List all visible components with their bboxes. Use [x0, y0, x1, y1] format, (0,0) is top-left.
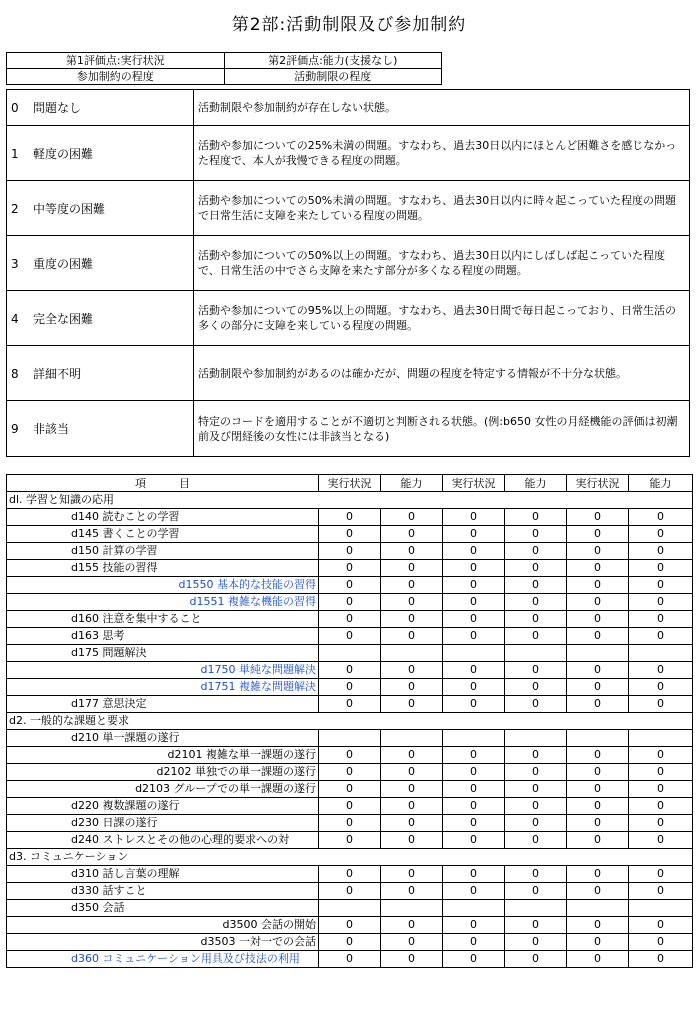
- scale-description: 活動や参加についての25%未満の問題。すなわち、過去30日以内にほとんど困難さを感じなかった程度で、本人が我慢できる程度の問題。: [194, 126, 690, 181]
- table-row: d2102 単独での単一課題の遂行 0 0 0 0 0 0: [7, 764, 693, 781]
- col-performance: 実行状況: [567, 475, 629, 492]
- table-row: d163 思考 0 0 0 0 0 0: [7, 628, 693, 645]
- col-capacity: 能力: [505, 475, 567, 492]
- scale-level: 8 詳細不明: [7, 346, 194, 401]
- table-row: d350 会話: [7, 900, 693, 917]
- table-row: d2101 複雑な単一課題の遂行 0 0 0 0 0 0: [7, 747, 693, 764]
- scale-description: 特定のコードを適用することが不適切と判断される状態。(例:b650 女性の月経機能の評価は初潮前及び閉経後の女性には非該当となる): [194, 401, 690, 457]
- table-row: d1551 複雑な機能の習得 0 0 0 0 0 0: [7, 594, 693, 611]
- scale-description: 活動や参加についての50%未満の問題。すなわち、過去30日以内に時々起こっていた程度の問題で日常生活に支障を来たしている程度の問題。: [194, 181, 690, 236]
- table-row: d1750 単純な問題解決 0 0 0 0 0 0: [7, 662, 693, 679]
- scale-table: [6, 89, 690, 457]
- col-performance: 実行状況: [319, 475, 381, 492]
- scale-description: 活動や参加についての95%以上の問題。すなわち、過去30日間で毎日起こっており、日常生活の多くの部分に支障を来している程度の問題。: [194, 291, 690, 346]
- scale-level: 4 完全な困難: [7, 291, 194, 346]
- table-row: d175 問題解決: [7, 645, 693, 662]
- scale-description: 活動制限や参加制約があるのは確かだが、問題の程度を特定する情報が不十分な状態。: [194, 346, 690, 401]
- category-row: dl. 学習と知識の応用: [7, 492, 693, 509]
- scale-level: 0 問題なし: [7, 90, 194, 126]
- table-row: d140 読むことの学習 0 0 0 0 0 0: [7, 509, 693, 526]
- table-row: d177 意思決定 0 0 0 0 0 0: [7, 696, 693, 713]
- table-row: d310 話し言葉の理解 0 0 0 0 0 0: [7, 866, 693, 883]
- table-row: d210 単一課題の遂行: [7, 730, 693, 747]
- table-row: d360 コミュニケーション用具及び技法の利用 0 0 0 0 0 0: [7, 951, 693, 968]
- degree1-label: 参加制約の程度: [7, 69, 225, 85]
- category-row: d3. コミュニケーション: [7, 849, 693, 866]
- evaluation-header: [6, 52, 442, 86]
- table-row: d150 計算の学習 0 0 0 0 0 0: [7, 543, 693, 560]
- scale-description: 活動や参加についての50%以上の問題。すなわち、過去30日以内にしばしば起こっていた程度で、日常生活の中でさら支障を来たす部分が多くなる程度の問題。: [194, 236, 690, 291]
- col-capacity: 能力: [381, 475, 443, 492]
- items-table: [6, 474, 692, 968]
- eval2-label: 第2評価点:能力(支援なし): [224, 53, 442, 69]
- table-row: d145 書くことの学習 0 0 0 0 0 0: [7, 526, 693, 543]
- table-row: d1751 複雑な問題解決 0 0 0 0 0 0: [7, 679, 693, 696]
- col-capacity: 能力: [629, 475, 693, 492]
- col-performance: 実行状況: [443, 475, 505, 492]
- category-row: d2. 一般的な課題と要求: [7, 713, 693, 730]
- col-item: 項 目: [7, 475, 319, 492]
- scale-level: 2 中等度の困難: [7, 181, 194, 236]
- table-row: d240 ストレスとその他の心理的要求への対 0 0 0 0 0 0: [7, 832, 693, 849]
- scale-level: 3 重度の困難: [7, 236, 194, 291]
- scale-description: 活動制限や参加制約が存在しない状態。: [194, 90, 690, 126]
- table-row: d160 注意を集中すること 0 0 0 0 0 0: [7, 611, 693, 628]
- table-row: d2103 グループでの単一課題の遂行 0 0 0 0 0 0: [7, 781, 693, 798]
- table-row: d220 複数課題の遂行 0 0 0 0 0 0: [7, 798, 693, 815]
- scale-level: 1 軽度の困難: [7, 126, 194, 181]
- eval1-label: 第1評価点:実行状況: [7, 53, 225, 69]
- table-row: d155 技能の習得 0 0 0 0 0 0: [7, 560, 693, 577]
- table-row: d1550 基本的な技能の習得 0 0 0 0 0 0: [7, 577, 693, 594]
- page-title: 第2部:活動制限及び参加制約: [231, 15, 467, 35]
- table-row: d230 日課の遂行 0 0 0 0 0 0: [7, 815, 693, 832]
- scale-level: 9 非該当: [7, 401, 194, 457]
- table-row: d3503 一対一での会話 0 0 0 0 0 0: [7, 934, 693, 951]
- table-row: d330 話すこと 0 0 0 0 0 0: [7, 883, 693, 900]
- degree2-label: 活動制限の程度: [224, 69, 442, 85]
- table-row: d3500 会話の開始 0 0 0 0 0 0: [7, 917, 693, 934]
